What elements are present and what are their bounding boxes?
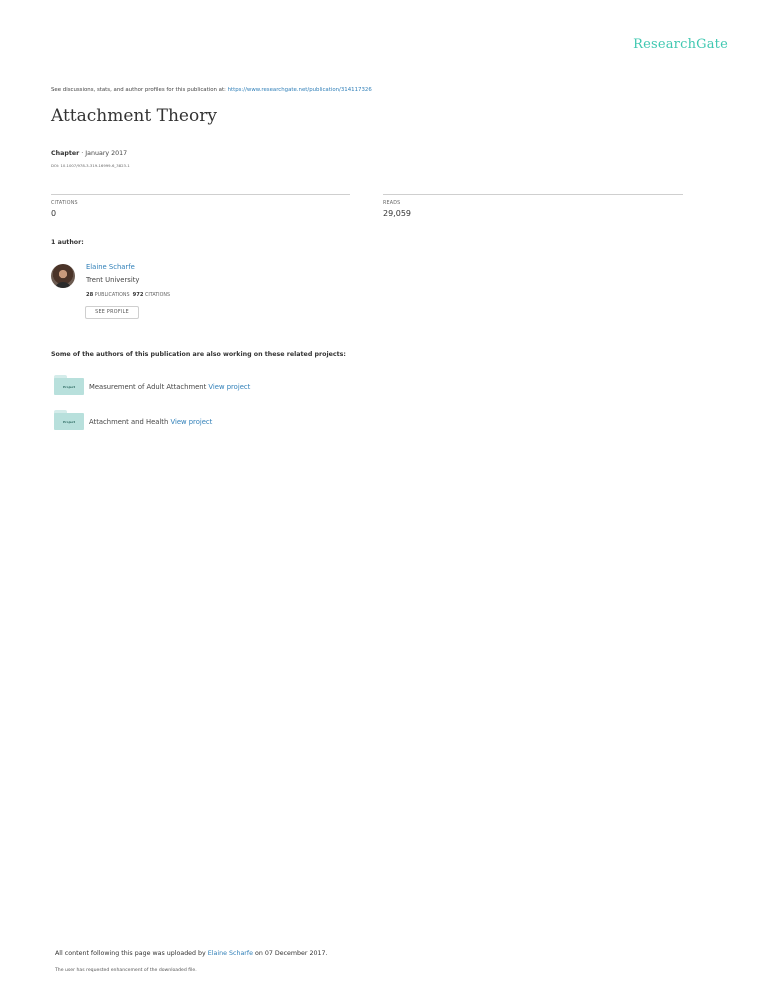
publication-url-link[interactable]: https://www.researchgate.net/publication/314117326 bbox=[227, 87, 372, 93]
doi: DOI: 10.1007/978-3-319-16999-6_3823-1 bbox=[51, 163, 130, 168]
publication-date: January 2017 bbox=[85, 150, 128, 157]
avatar[interactable] bbox=[51, 264, 75, 288]
folder-body: Project bbox=[54, 413, 84, 430]
view-project-link[interactable]: View project bbox=[208, 383, 251, 391]
author-stats bbox=[86, 292, 170, 298]
reads-value: 29,059 bbox=[383, 209, 411, 218]
project-item bbox=[89, 418, 212, 426]
project-name: Measurement of Adult Attachment bbox=[89, 383, 207, 391]
project-folder-icon bbox=[54, 375, 84, 395]
upload-suffix: on 07 December 2017. bbox=[253, 950, 328, 957]
citations-label: CITATIONS bbox=[51, 201, 78, 206]
view-project-link[interactable]: View project bbox=[170, 418, 213, 426]
discussion-line bbox=[51, 87, 372, 93]
researchgate-logo[interactable]: ResearchGate bbox=[633, 37, 728, 52]
upload-prefix: All content following this page was uploaded by bbox=[55, 950, 208, 957]
see-profile-button[interactable]: SEE PROFILE bbox=[85, 306, 139, 319]
author-citations-label: CITATIONS bbox=[145, 293, 170, 298]
authors-heading: 1 author: bbox=[51, 239, 84, 246]
project-name: Attachment and Health bbox=[89, 418, 169, 426]
project-item bbox=[89, 383, 250, 391]
project-folder-icon bbox=[54, 410, 84, 430]
meta-separator: · bbox=[79, 150, 86, 157]
author-publications-count: 28 bbox=[86, 292, 94, 298]
uploader-link[interactable]: Elaine Scharfe bbox=[207, 950, 253, 957]
publication-meta bbox=[51, 150, 127, 157]
upload-notice bbox=[55, 950, 328, 957]
folder-body: Project bbox=[54, 378, 84, 395]
citations-value: 0 bbox=[51, 209, 57, 218]
author-citations-count: 972 bbox=[132, 292, 144, 298]
divider-citations bbox=[51, 194, 350, 195]
divider-reads bbox=[383, 194, 683, 195]
publication-type: Chapter bbox=[51, 150, 80, 157]
author-publications-label: PUBLICATIONS bbox=[94, 293, 130, 298]
reads-label: READS bbox=[383, 201, 401, 206]
related-projects-heading: Some of the authors of this publication are also working on these related projects: bbox=[51, 351, 346, 358]
enhancement-note: The user has requested enhancement of the downloaded file. bbox=[55, 968, 197, 973]
author-name-link[interactable]: Elaine Scharfe bbox=[86, 263, 135, 271]
discussion-prefix: See discussions, stats, and author profiles for this publication at: bbox=[51, 87, 228, 93]
author-institution: Trent University bbox=[86, 276, 140, 284]
page-title: Attachment Theory bbox=[51, 106, 217, 126]
